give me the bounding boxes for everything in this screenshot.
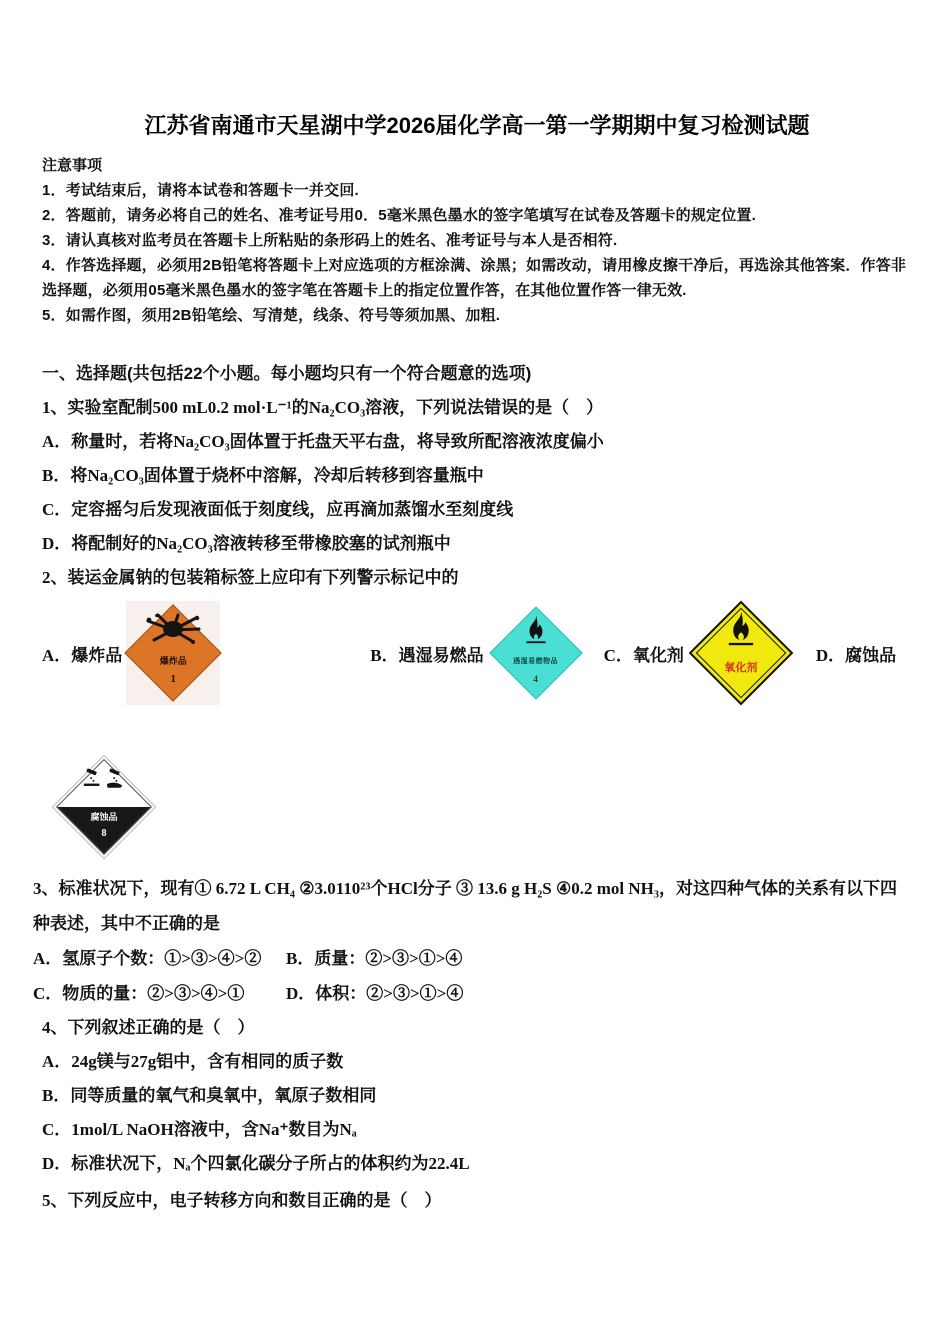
hazard-class-number: 1 <box>170 673 177 685</box>
question-1-stem: 1、实验室配制500 mL0.2 mol·L⁻¹的Na₂CO₃溶液，下列说法错误的是（ ） <box>42 398 604 417</box>
hazard-label-text: 爆炸品 <box>159 656 187 666</box>
question-2-option-b: B．遇湿易燃品 <box>370 645 484 665</box>
question-2 <box>42 561 912 859</box>
question-4-option-b: B．同等质量的氧气和臭氧中，氧原子数相同 <box>42 1086 377 1105</box>
question-2-option-a: A．爆炸品 <box>42 645 123 665</box>
question-4-option-d: D．标准状况下，Nₐ个四氯化碳分子所占的体积约为22.4L <box>42 1154 470 1173</box>
question-5 <box>42 1184 912 1218</box>
question-1 <box>42 391 912 561</box>
hazard-class-number: 8 <box>101 828 107 839</box>
corrosive-hazard-label <box>56 755 152 859</box>
notice-item: 4．作答选择题，必须用2B铅笔将答题卡上对应选项的方框涂满、涂黑；如需改动，请用橡皮擦干净后，再选涂其他答案．作答非选择题，必须用05毫米黑色墨水的签字笔在答题卡上的指定位置作答，在其他位置作答一律无效. <box>42 257 907 299</box>
explosion-icon <box>144 613 202 647</box>
notice-item: 1．考试结束后，请将本试卷和答题卡一并交回. <box>42 182 359 199</box>
question-4-option-c: C．1mol/L NaOH溶液中，含Na⁺数目为Nₐ <box>42 1120 357 1139</box>
question-4-option-a: A．24g镁与27g铝中，含有相同的质子数 <box>42 1052 344 1071</box>
question-3-stem-line-1: 3、标准状况下，现有① 6.72 L CH₄ ②3.0110²³个HCl分子 ③ 13.6 g H₂S ④0.2 mol NH₃，对这四种气体的关系有以下四 <box>33 879 897 898</box>
question-4 <box>42 1011 912 1181</box>
flame-icon <box>725 611 757 647</box>
oxidizer-hazard-label <box>690 597 792 709</box>
notice-section <box>42 154 912 328</box>
question-3-stem-line-2: 种表述，其中不正确的是 <box>33 914 220 933</box>
hazard-class-number: 4 <box>533 674 538 684</box>
question-1-option-a: A．称量时，若将Na₂CO₃固体置于托盘天平右盘，将导致所配溶液浓度偏小 <box>42 432 604 451</box>
page-title: 江苏省南通市天星湖中学2026届化学高一第一学期期中复习检测试题 <box>144 113 810 138</box>
section-heading: 一、选择题(共包括22个小题。每小题均只有一个符合题意的选项) <box>42 364 532 383</box>
question-2-option-c: C．氧化剂 <box>603 645 684 665</box>
water-reactive-hazard-label <box>490 604 582 702</box>
question-2-stem: 2、装运金属钠的包装箱标签上应印有下列警示标记中的 <box>42 568 459 587</box>
question-3-options-cd <box>33 976 912 1011</box>
notice-item: 5．如需作图，须用2B铅笔绘、写清楚，线条、符号等须加黑、加粗. <box>42 307 501 324</box>
question-3 <box>33 871 912 1011</box>
hazard-label-text: 腐蚀品 <box>90 812 118 822</box>
explosive-hazard-label <box>126 601 220 705</box>
question-1-option-c: C．定容摇匀后发现液面低于刻度线，应再滴加蒸馏水至刻度线 <box>42 500 514 519</box>
question-3-option-b: B．质量：②>③>①>④ <box>286 949 463 968</box>
question-3-option-c: C．物质的量：②>③>④>① <box>33 984 245 1003</box>
question-3-options-ab <box>33 941 912 976</box>
flame-icon <box>523 615 549 645</box>
question-3-option-a: A．氢原子个数：①>③>④>② <box>33 949 262 968</box>
question-1-option-b: B．将Na₂CO₃固体置于烧杯中溶解，冷却后转移到容量瓶中 <box>42 466 484 485</box>
hazard-label-row <box>42 599 912 707</box>
notice-item: 3．请认真核对监考员在答题卡上所粘贴的条形码上的姓名、准考证号与本人是否相符. <box>42 232 618 249</box>
hazard-label-text: 氧化剂 <box>724 662 758 674</box>
hazard-label-text: 遇湿易燃物品 <box>513 657 559 665</box>
notice-heading: 注意事项 <box>42 157 103 174</box>
question-3-option-d: D．体积：②>③>①>④ <box>286 984 464 1003</box>
question-5-stem: 5、下列反应中，电子转移方向和数目正确的是（ ） <box>42 1191 442 1210</box>
notice-item: 2．答题前，请务必将自己的姓名、准考证号用0．5毫米黑色墨水的签字笔填写在试卷及答题卡的规定位置. <box>42 207 756 224</box>
question-2-option-d: D．腐蚀品 <box>815 645 897 665</box>
question-1-option-d: D．将配制好的Na₂CO₃溶液转移至带橡胶塞的试剂瓶中 <box>42 534 451 553</box>
question-4-stem: 4、下列叙述正确的是（ ） <box>42 1018 255 1037</box>
corrosion-icon <box>82 768 126 790</box>
